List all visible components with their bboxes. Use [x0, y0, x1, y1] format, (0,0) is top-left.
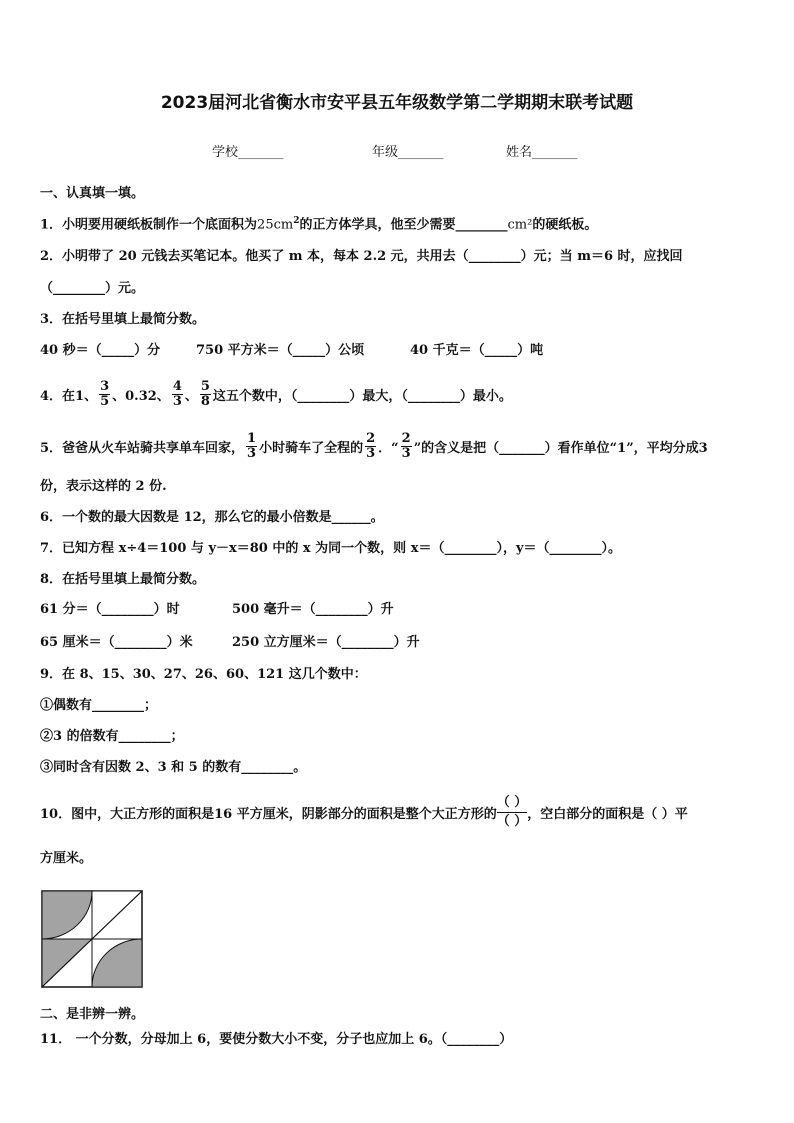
question-4: [40, 380, 512, 409]
q5-fraction-3: $\frac{2}{3}$: [401, 431, 411, 461]
question-10-line-2: 方厘米。: [40, 851, 93, 866]
question-3-item-b: 750 平方米＝（_____）公顷: [196, 343, 365, 358]
square-figure: [40, 889, 144, 989]
school-field: 学校_______: [212, 145, 284, 160]
q10-blank-fraction: （ ） （ ）: [496, 795, 528, 829]
q4-text-a: 4．在1、: [40, 389, 98, 404]
grade-field: 年级_______: [372, 145, 444, 160]
q1-unit: cm²: [507, 217, 533, 233]
question-5-line-1: [40, 432, 708, 461]
q4-text-b: 、0.32、: [112, 389, 170, 404]
question-5-line-2: 份，表示这样的 2 份.: [40, 479, 167, 494]
q1-text-e: 的硬纸板。: [532, 217, 598, 233]
question-10-line-1: [40, 794, 688, 831]
question-2-line-1: 2．小明带了 20 元钱去买笔记本。他买了 m 本，每本 2.2 元，共用去（________）元；当 m＝6 时，应找回: [40, 249, 683, 264]
question-11: 11． 一个分数，分母加上 6，要使分数大小不变，分子也应加上 6。（________）: [40, 1032, 513, 1047]
q4-text-d: 这五个数中，（________）最大，（________）最小。: [212, 389, 512, 404]
question-8-item-b: 500 毫升＝（________）升: [232, 602, 394, 617]
q1-text-a: 1．小明要用硬纸板制作一个底面积为: [40, 217, 258, 233]
q1-area-exponent: 2: [293, 216, 300, 226]
q5-fraction-2: $\frac{2}{3}$: [366, 431, 376, 461]
section-1-heading: 一、认真填一填。: [40, 186, 145, 201]
q4-fraction-1: $\frac{3}{5}$: [100, 379, 110, 409]
question-8-heading: 8．在括号里填上最简分数。: [40, 572, 206, 587]
q5-text-a: 5．爸爸从火车站骑共享单车回家，: [40, 441, 245, 456]
q4-fraction-2: $\frac{4}{3}$: [172, 379, 182, 409]
question-6: 6．一个数的最大因数是 12，那么它的最小倍数是______。: [40, 510, 384, 525]
question-8-item-c: 65 厘米＝（________）米: [40, 635, 193, 650]
q5-text-c: ．“: [378, 441, 399, 456]
q1-area-value: 25cm: [257, 217, 294, 233]
q1-text-c: 的正方体学具，他至少需要________: [299, 217, 508, 233]
q5-text-d: ”的含义是把（_______）看作单位“1”，平均分成3: [413, 441, 708, 456]
q10-text-b: ，空白部分的面积是（ ）平: [527, 807, 688, 822]
question-8-item-d: 250 立方厘米＝（________）升: [232, 635, 420, 650]
question-7: 7．已知方程 x÷4＝100 与 y－x＝80 中的 x 为同一个数，则 x＝（________），y＝（________）。: [40, 541, 622, 556]
question-3-heading: 3．在括号里填上最简分数。: [40, 312, 206, 327]
q5-fraction-1: $\frac{1}{3}$: [247, 431, 257, 461]
q10-text-a: 10．图中，大正方形的面积是16 平方厘米，阴影部分的面积是整个大正方形的: [40, 807, 497, 822]
question-9-item-b: ②3 的倍数有________；: [40, 729, 184, 744]
name-field: 姓名_______: [506, 145, 578, 160]
question-8-item-a: 61 分＝（________）时: [40, 602, 180, 617]
question-3-item-a: 40 秒＝（_____）分: [40, 343, 161, 358]
q5-text-b: 小时骑车了全程的: [259, 441, 364, 456]
question-2-line-2: （________）元。: [40, 281, 145, 296]
question-9-item-a: ①偶数有________；: [40, 698, 158, 713]
question-1: [40, 212, 597, 234]
q4-text-c: 、: [184, 389, 198, 404]
question-9-item-c: ③同时含有因数 2、3 和 5 的数有________。: [40, 760, 307, 775]
question-9-heading: 9．在 8、15、30、27、26、60、121 这几个数中：: [40, 667, 367, 682]
question-3-item-c: 40 千克＝（_____）吨: [410, 343, 544, 358]
page-title: 2023届河北省衡水市安平县五年级数学第二学期期末联考试题: [160, 93, 634, 113]
section-2-heading: 二、是非辨一辨。: [40, 1007, 145, 1022]
q4-fraction-3: $\frac{5}{8}$: [200, 379, 210, 409]
